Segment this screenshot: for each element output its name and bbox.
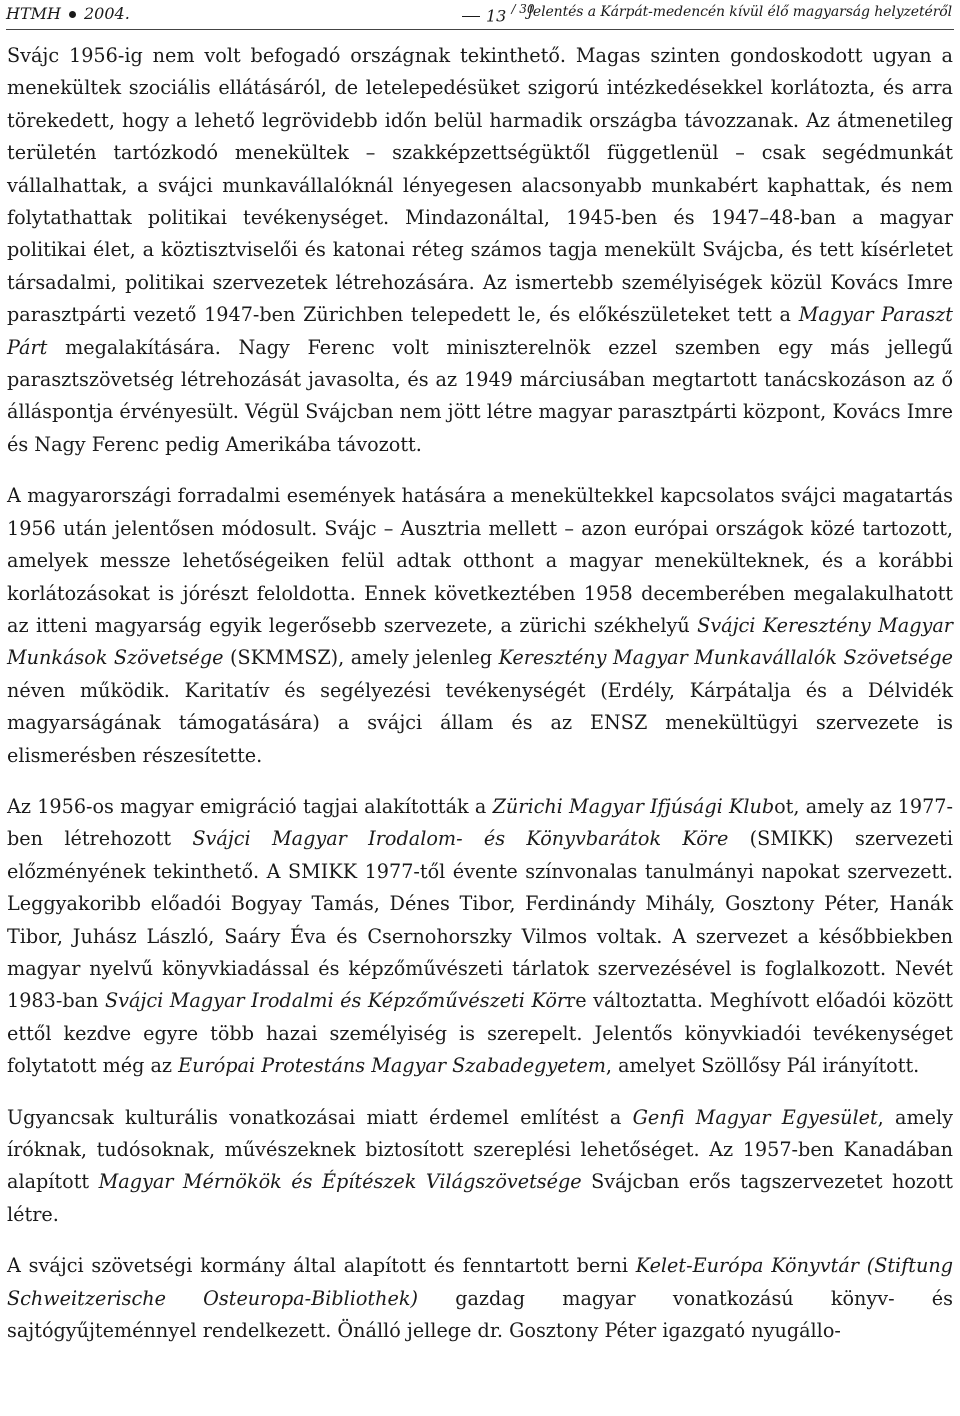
paragraph-3-text-3: (SMIKK) szervezeti előzményének tekinthető. A SMIKK 1977-től évente színvonalas tanulmányi napokat szervezett. Leggyakoribb előadói Bogyay Tamás, Dénes Tibor, Ferdinándy Mihály, Gosztony Péter, Hanák Tibor, Juhász László, Saáry Éva és Csernohorszky Vilmos voltak. A szervezet a későbbiekben magyar nyelvű könyvkiadással és képzőművészeti tárlatok szervezésével is foglalkozott. Nevét 1983-ban <box>7 827 953 1013</box>
paragraph-2-text-1: A magyarországi forradalmi események hatására a menekültekkel kapcsolatos svájci magatartás 1956 után jelentősen módosult. Svájc – Ausztria mellett – azon európai országok közé tartozott, amelyek messze lehetőségeiken felül adtak otthont a magyar menekülteknek, és a korábbi korlátozásokat is jórészt feloldotta. Ennek következtében 1958 decemberében megalakulhatott az itteni magyarság egyik legerősebb szervezete, a zürichi székhelyű <box>7 484 953 637</box>
page-indicator <box>462 4 535 25</box>
paragraph-2 <box>7 480 953 772</box>
paragraph-3-text-2: ot, amely az 1977-ben létrehozott <box>7 794 953 851</box>
paragraph-2-italic-2: Keresztény Magyar Munkavállalók Szövetsége <box>498 646 954 670</box>
paragraph-4-text-2: , amely íróknak, tudósoknak, művészeknek biztosított szereplési lehetőséget. Az 1957-ben Kanadában alapított <box>7 1105 954 1194</box>
paragraph-1-text-1: Svájc 1956-ig nem volt befogadó országnak tekinthető. Magas szinten gondoskodott ugyan a menekültek szociális ellátásáról, de letelepedésüket szigorú intézkedésekkel korlátozta, és arra törekedett, hogy a lehető legrövidebb időn belül harmadik országba távozzanak. Az átmenetileg területén tartózkodó menekültek – szakképzettségüktől függetlenül – csak segédmunkát vállalhattak, a svájci munkavállalóknál lényegesen alacsonyabb munkabért kaphattak, és nem folytathattak politikai tevékenységet. Mindazonáltal, 1945-ben és 1947–48-ban a magyar politikai élet, a köztisztviselői és katonai réteg számos tagja menekült Svájcba, és tett kísérletet társadalmi, politikai szervezetek létrehozására. Az ismertebb személyiségek közül Kovács Imre parasztpárti vezető 1947-ben Zürichben telepedett le, és előkészületeket tett a <box>7 44 953 327</box>
paragraph-2-text-3: néven működik. Karitatív és segélyezési tevékenységét (Erdély, Kárpátalja és a Délvidék magyarságának támogatására) a svájci állam és az ENSZ menekültügyi szervezete is elismerésben részesítette. <box>7 678 953 767</box>
paragraph-3-text-1: Az 1956-os magyar emigráció tagjai alakították a <box>7 794 493 818</box>
page-number: 13 <box>486 6 507 26</box>
running-header <box>6 2 952 28</box>
paragraph-5 <box>7 1250 953 1347</box>
paragraph-1 <box>7 40 953 461</box>
paragraph-5-text-2: gazdag magyar vonatkozású könyv- és sajtógyűjteménnyel rendelkezett. Önálló jellege dr. Gosztony Péter igazgató nyugállo- <box>7 1286 953 1343</box>
journal-year: 2004. <box>83 4 130 23</box>
paragraph-4-text-1: Ugyancsak kulturális vonatkozásai miatt érdemel említést a <box>7 1105 633 1129</box>
document-body <box>7 40 953 1347</box>
bullet-icon <box>69 11 76 18</box>
paragraph-3-text-4: re változtatta. Meghívott előadói között ettől kezdve egyre több hazai személyiség is szerepelt. Jelentős könyvkiadói tevékenységet folytatott még az <box>7 989 953 1078</box>
paragraph-4-italic-1: Genfi Magyar Egyesület <box>632 1105 878 1129</box>
paragraph-3-italic-4: Európai Protestáns Magyar Szabadegyetem <box>178 1054 606 1078</box>
paragraph-5-text-1: A svájci szövetségi kormány által alapított és fenntartott berni <box>7 1254 636 1278</box>
paragraph-4-text-3: Svájcban erős tagszervezetet hozott létre. <box>7 1170 953 1226</box>
paragraph-2-italic-1: Svájci Keresztény Magyar Munkások Szövetsége <box>7 613 953 670</box>
paragraph-1-italic-1: Magyar Paraszt Párt <box>7 303 953 359</box>
journal-name: HTMH <box>6 4 61 23</box>
paragraph-3-italic-2: Svájci Magyar Irodalom- és Könyvbarátok Köre <box>192 827 729 851</box>
paragraph-3-text-5: , amelyet Szöllősy Pál irányított. <box>605 1054 920 1078</box>
paragraph-1-text-2: megalakítására. Nagy Ferenc volt miniszterelnök ezzel szemben egy más jellegű parasztszövetség létrehozását javasolta, és az 1949 márciusában megtartott tanácskozáson az ő álláspontja érvényesült. Végül Svájcban nem jött létre magyar parasztpárti központ, Kovács Imre és Nagy Ferenc pedig Amerikába távozott. <box>7 335 953 456</box>
paragraph-4-italic-2: Magyar Mérnökök és Építészek Világszövetsége <box>98 1170 582 1194</box>
paragraph-5-italic-1: Kelet-Európa Könyvtár (Stiftung Schweitzerische Osteuropa-Bibliothek) <box>7 1254 954 1310</box>
paragraph-2-text-2: (SKMMSZ), amely jelenleg <box>223 646 499 670</box>
total-pages: / 30 <box>511 2 535 16</box>
header-rule <box>6 29 954 30</box>
paragraph-3 <box>7 791 953 1083</box>
journal-label <box>6 4 130 23</box>
paragraph-3-italic-3: Svájci Magyar Irodalmi és Képzőművészeti Kör <box>104 989 567 1013</box>
running-title: Jelentés a Kárpát-medencén kívül élő magyarság helyzetéről <box>527 4 952 20</box>
paragraph-4 <box>7 1102 953 1232</box>
paragraph-3-italic-1: Zürichi Magyar Ifjúsági Klub <box>492 794 775 818</box>
dash-icon <box>462 16 480 17</box>
